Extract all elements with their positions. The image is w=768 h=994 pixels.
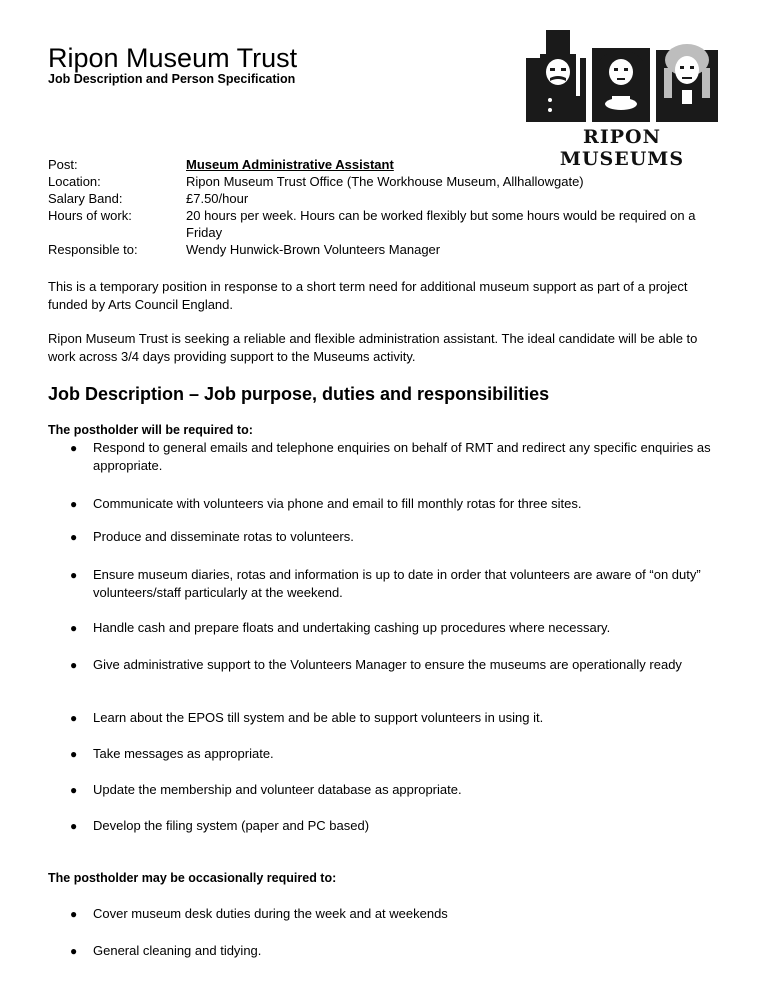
- job-info-table: [48, 156, 728, 258]
- info-row-hours: [48, 207, 728, 241]
- bullet-icon: ●: [70, 568, 78, 582]
- bullet-icon: ●: [70, 711, 78, 725]
- list-item: ● Ensure museum diaries, rotas and information is up to date in order that volunteers are aware of “on duty” volunteers/staff particularly at the weekend.: [70, 567, 701, 600]
- list-item: ● General cleaning and tidying.: [70, 943, 262, 958]
- list-item: ● Learn about the EPOS till system and be able to support volunteers in using it.: [70, 710, 544, 725]
- info-row-post: [48, 156, 728, 173]
- list-item: ● Cover museum desk duties during the week and at weekends: [70, 906, 448, 921]
- section-heading: Job Description – Job purpose, duties and responsibilities: [48, 384, 550, 404]
- info-label: Hours of work:: [48, 208, 132, 223]
- bullet-icon: ●: [70, 621, 78, 635]
- list-item: ● Communicate with volunteers via phone and email to fill monthly rotas for three sites.: [70, 496, 582, 511]
- info-value: Wendy Hunwick-Brown Volunteers Manager: [186, 242, 441, 257]
- info-value: £7.50/hour: [186, 191, 249, 206]
- post-title: Museum Administrative Assistant: [186, 157, 394, 172]
- bullet-icon: ●: [70, 783, 78, 797]
- bullet-icon: ●: [70, 441, 78, 455]
- info-row-responsible: [48, 241, 728, 258]
- bullet-icon: ●: [70, 497, 78, 511]
- bullet-icon: ●: [70, 819, 78, 833]
- occasional-heading: The postholder may be occasionally required to:: [48, 871, 337, 885]
- info-label: Salary Band:: [48, 191, 123, 206]
- required-heading: The postholder will be required to:: [48, 423, 253, 437]
- list-item: ● Update the membership and volunteer database as appropriate.: [70, 782, 462, 797]
- document-subtitle: Job Description and Person Specification: [48, 72, 296, 86]
- ripon-museums-logo: [524, 28, 720, 170]
- info-value: 20 hours per week. Hours can be worked flexibly but some hours would be required on a Friday: [186, 208, 696, 240]
- list-item: ● Produce and disseminate rotas to volunteers.: [70, 529, 354, 544]
- logo-wordmark: RIPON MUSEUMS: [559, 126, 685, 170]
- list-item: ● Handle cash and prepare floats and undertaking cashing up procedures where necessary.: [70, 620, 611, 635]
- bullet-icon: ●: [70, 530, 78, 544]
- org-name: Ripon Museum Trust: [48, 43, 298, 73]
- bullet-icon: ●: [70, 944, 78, 958]
- info-label: Post:: [48, 157, 78, 172]
- info-value: Ripon Museum Trust Office (The Workhouse Museum, Allhallowgate): [186, 174, 584, 189]
- intro-paragraph: This is a temporary position in response to a short term need for additional museum support as part of a project funded by Arts Council England.: [48, 279, 688, 312]
- bullet-icon: ●: [70, 658, 78, 672]
- bullet-icon: ●: [70, 907, 78, 921]
- info-label: Location:: [48, 174, 101, 189]
- bullet-icon: ●: [70, 747, 78, 761]
- list-item: ● Give administrative support to the Volunteers Manager to ensure the museums are operationally ready: [70, 657, 682, 672]
- info-row-location: [48, 173, 728, 190]
- list-item: ● Develop the filing system (paper and PC based): [70, 818, 370, 833]
- info-row-salary: [48, 190, 728, 207]
- logo-figures-icon: [524, 28, 720, 124]
- list-item: ● Take messages as appropriate.: [70, 746, 274, 761]
- info-label: Responsible to:: [48, 242, 138, 257]
- list-item: ● Respond to general emails and telephone enquiries on behalf of RMT and redirect any specific enquiries as appropriate.: [70, 440, 711, 473]
- intro-paragraph: Ripon Museum Trust is seeking a reliable and flexible administration assistant. The ideal candidate will be able to work across 3/4 days providing support to the Museums activity.: [48, 331, 698, 364]
